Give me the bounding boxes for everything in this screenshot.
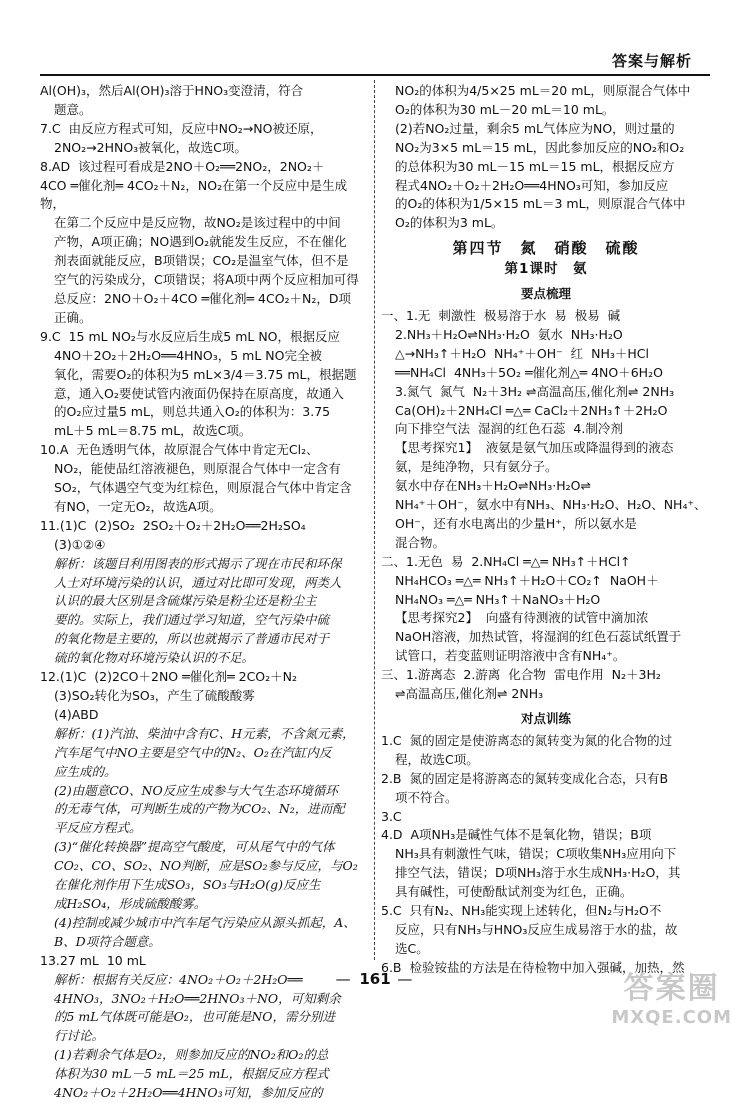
text-line: 2.NH₃＋H₂O⇌NH₃·H₂O 氨水 NH₃·H₂O: [395, 326, 623, 342]
text-line: 试管口，若变蓝则证明溶液中含有NH₄⁺。: [395, 648, 626, 664]
text-line: 选C。: [395, 940, 429, 956]
text-line: 4NO₂＋O₂＋2H₂O══4HNO₃可知，参加反应的: [54, 1085, 323, 1101]
text-line: 9.C 15 mL NO₂与水反应后生成5 mL NO，根据反应: [40, 328, 341, 344]
text-line: 氧化，需要O₂的体积为5 mL×3/4＝3.75 mL，根据题: [54, 366, 357, 382]
text-line: 题意。: [54, 101, 92, 117]
text-line: 对点训练: [520, 711, 571, 726]
text-line: 项不符合。: [395, 789, 458, 805]
text-line: (3)①②④: [54, 536, 106, 552]
text-line: NH₄⁺＋OH⁻，氨水中有NH₃、NH₃·H₂O、H₂O、NH₄⁺、: [395, 497, 707, 513]
text-line: 平反应方程式。: [54, 820, 142, 836]
text-line: SO₂，气体遇空气变为红棕色，则原混合气体中肯定含: [54, 480, 352, 496]
text-line: 体积为30 mL－5 mL＝25 mL，根据反应方程式: [54, 1066, 329, 1082]
text-line: 1.C 氮的固定是使游离态的氮转变为氮的化合物的过: [381, 732, 673, 748]
text-line: 5.C 只有N₂、NH₃能实现上述转化，但N₂与H₂O不: [381, 903, 662, 919]
text-line: 2NO₂→2HNO₃被氧化，故选C项。: [54, 139, 247, 155]
text-line: 4NO＋2O₂＋2H₂O══4HNO₃，5 mL NO完全被: [54, 347, 322, 363]
text-line: NO₂，能使品红溶液褪色，则原混合气体中一定含有: [54, 461, 341, 477]
text-line: NO₂的体积为4/5×25 mL＝20 mL，则原混合气体中: [395, 83, 691, 98]
text-line: 要点梳理: [520, 286, 571, 302]
text-line: (4)ABD: [54, 706, 99, 722]
text-line: ══NH₄Cl 4NH₃＋5O₂ ═催化剂△═ 4NO＋6H₂O: [395, 364, 663, 380]
text-line: 的5 mL气体既可能是O₂，也可能是NO，需分别进: [54, 1009, 336, 1025]
text-line: 三、1.游离态 2.游离 化合物 雷电作用 N₂＋3H₂: [381, 667, 661, 683]
left-column: [40, 82, 370, 1103]
text-line: 氨水中存在NH₃＋H₂O⇌NH₃·H₂O⇌: [395, 478, 591, 494]
text-line: 解析：该题目利用图表的形式揭示了现在市民和环保: [54, 555, 342, 571]
text-line: 【思考探究1】 液氨是氨气加压或降温得到的液态: [395, 440, 674, 456]
text-line: 4CO ═催化剂═ 4CO₂＋N₂，NO₂在第一个反应中是生成物，: [40, 177, 348, 212]
text-line: 具有碱性，可使酚酞试剂变为红色，正确。: [395, 884, 633, 900]
text-line: OH⁻，还有水电离出的少量H⁺，所以氨水是: [395, 515, 637, 531]
text-line: CO₂、CO、SO₂、NO判断，应是SO₂参与反应，与O₂: [54, 858, 358, 874]
text-line: 反应，只有NH₃与HNO₃反应生成易溶于水的盐，故: [395, 921, 678, 937]
text-line: 13.27 mL 10 mL: [40, 952, 146, 968]
text-line: 空气的污染成分，C项错误；将A项中两个反应相加可得: [54, 272, 359, 288]
text-line: 第四节 氮 硝酸 硫酸: [452, 239, 640, 258]
text-line: △→NH₃↑＋H₂O NH₄⁺＋OH⁻ 红 NH₃＋HCl: [395, 345, 649, 361]
text-line: 汽车尾气中NO主要是空气中的N₂、O₂在汽缸内反: [54, 744, 332, 760]
text-line: 程，故选C项。: [395, 751, 479, 767]
text-line: 的无毒气体，可判断生成的产物为CO₂、N₂，进而配: [54, 801, 345, 817]
text-line: 解析：(1)汽油、柴油中含有C、H元素，不含氮元素，: [54, 725, 355, 741]
text-line: 的总体积为30 mL－15 mL＝15 mL，根据反应方: [395, 158, 675, 174]
text-line: (3)“催化转换器”提高空气酸度，可从尾气中的气体: [54, 839, 335, 855]
watermark-logo: 答案圈: [623, 971, 720, 1006]
right-column: [381, 82, 711, 978]
text-line: 7.C 由反应方程式可知，反应中NO₂→NO被还原，: [40, 120, 323, 136]
text-line: O₂的体积为3 mL。: [395, 215, 504, 231]
watermark: [611, 963, 732, 1028]
text-line: 认识的最大区别是含硫煤污染是粉尘还是粉尘主: [54, 593, 317, 609]
text-line: 6.B 检验铵盐的方法是在待检物中加入强碱，加热，然: [381, 959, 685, 975]
watermark-url: MXQE.COM: [611, 1007, 732, 1028]
column-divider: [374, 80, 375, 960]
text-line: ⇌高温高压,催化剂⇌ 2NH₃: [395, 686, 544, 702]
text-line: 4HNO₃，3NO₂＋H₂O══2HNO₃＋NO，可知剩余: [54, 990, 341, 1006]
text-line: 在第二个反应中是反应物，故NO₂是该过程中的中间: [54, 215, 341, 231]
text-line: 3.C: [381, 808, 402, 824]
text-line: 成H₂SO₄，形成硫酸酸雾。: [54, 895, 207, 911]
page-number: 161: [359, 970, 391, 988]
text-line: 排空气法，错误；D项NH₃溶于水生成NH₃·H₂O，其: [395, 865, 681, 881]
text-line: 【思考探究2】 向盛有待测液的试管中滴加浓: [395, 610, 649, 626]
text-line: 12.(1)C (2)2CO＋2NO ═催化剂═ 2CO₂＋N₂: [40, 669, 298, 685]
text-line: 程式4NO₂＋O₂＋2H₂O══4HNO₃可知，参加反应: [395, 177, 669, 193]
text-line: (1)若剩余气体是O₂，则参加反应的NO₂和O₂的总: [54, 1047, 329, 1063]
text-line: 总反应：2NO＋O₂＋4CO ═催化剂═ 4CO₂＋N₂，D项: [54, 290, 352, 306]
text-line: 8.AD 该过程可看成是2NO＋O₂══2NO₂，2NO₂＋: [40, 158, 325, 174]
text-line: 10.A 无色透明气体，故原混合气体中肯定无Cl₂、: [40, 442, 319, 458]
text-line: NO₂为3×5 mL＝15 mL，因此参加反应的NO₂和O₂: [395, 139, 685, 155]
text-line: 行讨论。: [54, 1028, 105, 1044]
text-line: B、D项符合题意。: [54, 933, 161, 949]
text-line: 的O₂的体积为1/5×15 mL＝3 mL，则原混合气体中: [395, 196, 686, 212]
text-line: NH₄HCO₃ ═△═ NH₃↑＋H₂O＋CO₂↑ NaOH＋: [395, 572, 659, 588]
text-line: 在催化剂作用下生成SO₃，SO₃与H₂O(g)反应生: [54, 877, 321, 893]
text-line: 硫的氧化物对环境污染认识的不足。: [54, 650, 255, 666]
text-line: Al(OH)₃，然后Al(OH)₃溶于HNO₃变澄清，符合: [40, 83, 304, 98]
text-line: 氨，是纯净物，只有氨分子。: [395, 459, 558, 475]
text-line: 人士对环境污染的认识，通过对比即可发现，两类人: [54, 574, 342, 590]
text-line: 第1课时 氨: [504, 261, 588, 278]
text-line: Ca(OH)₂＋2NH₄Cl ═△═ CaCl₂＋2NH₃↑＋2H₂O: [395, 402, 668, 418]
text-line: 11.(1)C (2)SO₂ 2SO₂＋O₂＋2H₂O══2H₂SO₄: [40, 517, 306, 533]
text-line: 混合物。: [395, 534, 446, 550]
text-line: 应生成的。: [54, 763, 117, 779]
text-line: 正确。: [54, 309, 92, 325]
text-line: 意，通入O₂要使试管内液面仍保持在原高度，故通入: [54, 385, 344, 401]
text-line: 的O₂应过量5 mL，则总共通入O₂的体积为：3.75: [54, 404, 331, 420]
text-line: mL＋5 mL＝8.75 mL，故选C项。: [54, 423, 252, 439]
text-line: 解析：根据有关反应：4NO₂＋O₂＋2H₂O══: [54, 971, 303, 987]
text-line: 一、1.无 刺激性 极易溶于水 易 极易 碱: [381, 307, 621, 323]
footer-dash-left: —: [335, 970, 360, 988]
header-label: 答案与解析: [611, 52, 692, 70]
text-line: 要的。实际上，我们通过学习知道，空气污染中硫: [54, 612, 330, 628]
text-line: 的氧化物是主要的，所以也就揭示了普通市民对于: [54, 631, 330, 647]
text-line: 剂表面就能反应，B项错误；CO₂是温室气体，但不是: [54, 253, 349, 269]
text-line: NH₃具有刺激性气味，错误；C项收集NH₃应用向下: [395, 846, 677, 862]
text-line: NaOH溶液，加热试管，将湿润的红色石蕊试纸置于: [395, 629, 682, 645]
text-line: (4)控制或减少城市中汽车尾气污染应从源头抓起，A、: [54, 914, 356, 930]
text-line: 产物，A项正确；NO遇到O₂就能发生反应，不在催化: [54, 234, 347, 250]
text-line: O₂的体积为30 mL－20 mL＝10 mL。: [395, 101, 615, 117]
text-line: 向下排空气法 湿润的红色石蕊 4.制冷剂: [395, 421, 623, 437]
header-rule: [40, 74, 710, 76]
text-line: 2.B 氮的固定是将游离态的氮转变成化合态，只有B: [381, 770, 669, 786]
text-line: (2)由题意CO、NO反应生成参与大气生态环境循环: [54, 782, 338, 798]
text-line: (3)SO₂转化为SO₃，产生了硫酸酸雾: [54, 688, 255, 703]
text-line: 4.D A项NH₃是碱性气体不是氧化物，错误；B项: [381, 827, 652, 843]
footer-dash-right: —: [390, 970, 415, 988]
text-line: NH₄NO₃ ═△═ NH₃↑＋NaNO₃＋H₂O: [395, 591, 601, 607]
text-line: 二、1.无色 易 2.NH₄Cl ═△═ NH₃↑＋HCl↑: [381, 553, 631, 569]
text-line: (2)若NO₂过量，剩余5 mL气体应为NO，则过量的: [395, 120, 675, 136]
text-line: 3.氮气 氮气 N₂＋3H₂ ⇌高温高压,催化剂⇌ 2NH₃: [395, 383, 675, 399]
text-line: 有NO，一定无O₂，故选A项。: [54, 498, 222, 514]
